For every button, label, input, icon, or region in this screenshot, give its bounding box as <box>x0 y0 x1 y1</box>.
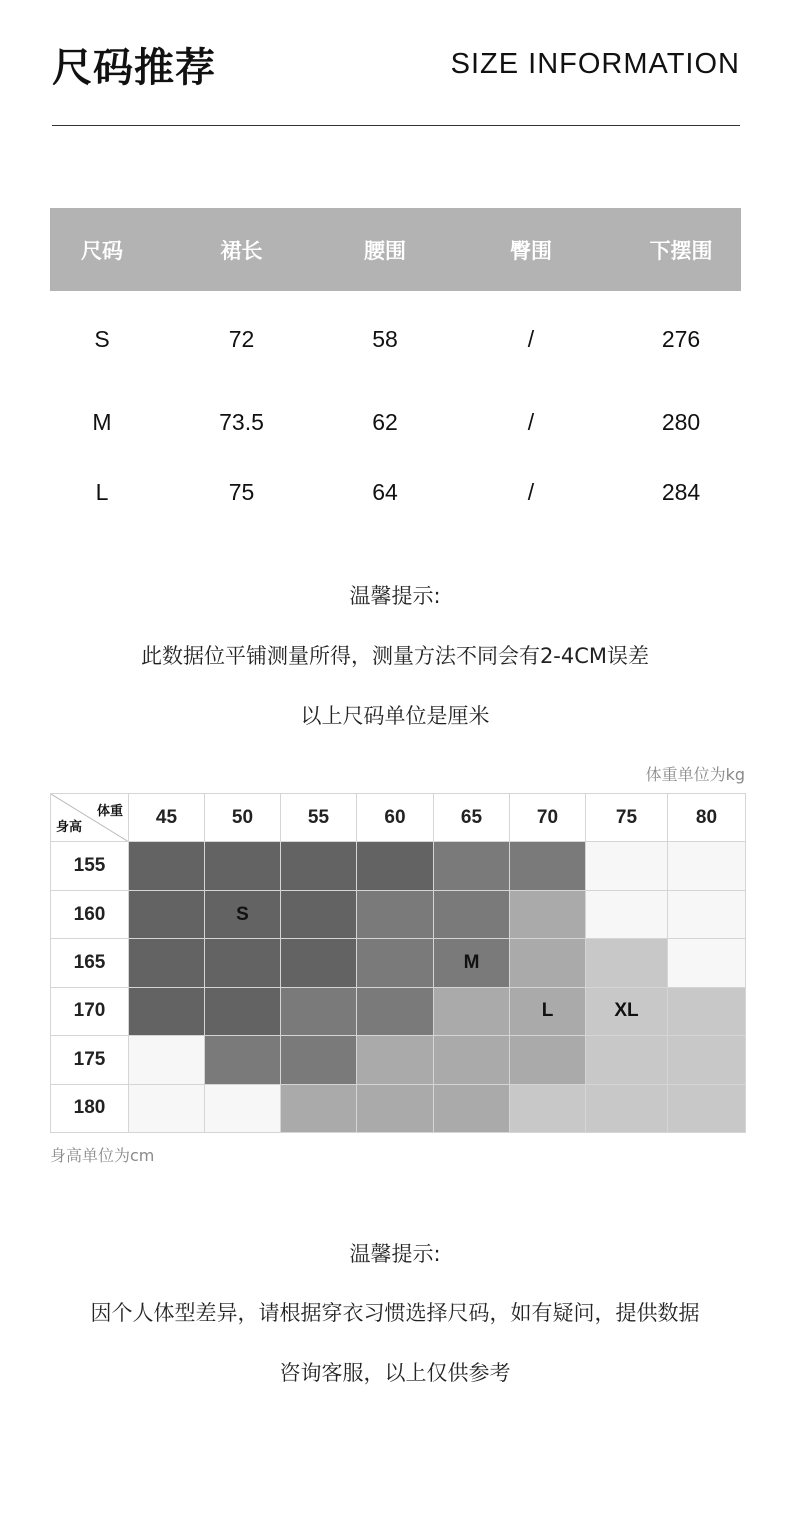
page-title-en: SIZE INFORMATION <box>450 48 740 80</box>
grid-cell <box>434 1084 510 1132</box>
grid-cell <box>510 1084 586 1132</box>
table-cell: 276 <box>661 325 701 352</box>
table-row <box>50 387 741 457</box>
grid-cell <box>357 890 434 938</box>
table-cell: 62 <box>372 408 398 435</box>
grid-cell <box>668 842 746 890</box>
grid-cell <box>205 987 281 1035</box>
grid-cell <box>205 842 281 890</box>
column-header: 臀围 <box>441 208 621 291</box>
grid-header-row <box>51 794 746 842</box>
grid-cell <box>510 842 586 890</box>
grid-cell <box>510 939 586 987</box>
grid-cell <box>357 1084 434 1132</box>
corner-height-label: 身高 <box>56 819 83 835</box>
grid-cell <box>434 1036 510 1084</box>
grid-cell <box>205 1084 281 1132</box>
grid-cell <box>357 987 434 1035</box>
table-cell: / <box>527 408 535 435</box>
grid-cell <box>668 1036 746 1084</box>
grid-row <box>51 1036 746 1084</box>
grid-cell <box>434 987 510 1035</box>
grid-cell <box>586 842 668 890</box>
grid-cell <box>281 842 357 890</box>
grid-cell <box>586 1084 668 1132</box>
table-cell: / <box>527 478 535 505</box>
grid-cell <box>129 987 205 1035</box>
table-cell: 58 <box>372 325 398 352</box>
size-chart-grid <box>50 793 746 1133</box>
weight-header-cell: 65 <box>434 794 510 842</box>
table-cell: 75 <box>228 478 255 505</box>
table-row <box>50 457 741 527</box>
weight-header-cell: 55 <box>281 794 357 842</box>
grid-cell <box>129 842 205 890</box>
weight-header-cell: 50 <box>205 794 281 842</box>
grid-cell <box>205 939 281 987</box>
grid-cell <box>129 939 205 987</box>
corner-weight-label: 体重 <box>96 803 123 818</box>
grid-cell <box>668 890 746 938</box>
weight-header-cell: 75 <box>586 794 668 842</box>
column-header: 裙长 <box>154 208 329 291</box>
note-heading: 温馨提示: <box>349 1242 441 1266</box>
size-table-header <box>50 208 741 291</box>
grid-cell <box>510 890 586 938</box>
grid-cell <box>357 939 434 987</box>
grid-cell <box>129 1036 205 1084</box>
grid-corner <box>51 794 129 842</box>
grid-row <box>51 890 746 938</box>
grid-row <box>51 987 746 1035</box>
column-header: 尺码 <box>50 208 154 291</box>
table-cell: / <box>527 325 535 352</box>
table-cell: 72 <box>228 325 255 352</box>
table-cell: M <box>92 408 112 435</box>
table-row <box>50 291 741 387</box>
table-cell: 64 <box>372 478 398 505</box>
height-unit-label: 身高单位为cm <box>50 1146 155 1165</box>
height-header-cell: 155 <box>51 842 129 890</box>
height-header-cell: 170 <box>51 987 129 1035</box>
grid-cell <box>281 987 357 1035</box>
table-cell: 280 <box>661 408 701 435</box>
grid-cell <box>668 1084 746 1132</box>
note-heading: 温馨提示: <box>349 584 441 608</box>
grid-row <box>51 939 746 987</box>
note-text: 此数据位平铺测量所得，测量方法不同会有2-4CM误差 <box>140 644 650 668</box>
grid-cell <box>205 1036 281 1084</box>
grid-cell <box>281 1036 357 1084</box>
weight-header-cell: 80 <box>668 794 746 842</box>
note-text: 因个人体型差异，请根据穿衣习惯选择尺码，如有疑问，提供数据 <box>90 1301 700 1325</box>
grid-cell <box>586 890 668 938</box>
grid-cell <box>129 1084 205 1132</box>
grid-cell <box>357 842 434 890</box>
grid-row <box>51 1084 746 1132</box>
table-cell: S <box>94 325 110 352</box>
height-header-cell: 160 <box>51 890 129 938</box>
grid-cell: L <box>510 987 586 1035</box>
height-header-cell: 175 <box>51 1036 129 1084</box>
page-title-cn: 尺码推荐 <box>52 45 216 91</box>
grid-cell <box>668 939 746 987</box>
grid-cell <box>281 939 357 987</box>
grid-cell <box>281 890 357 938</box>
grid-cell: XL <box>586 987 668 1035</box>
height-header-cell: 180 <box>51 1084 129 1132</box>
table-cell: 284 <box>661 478 701 505</box>
note-text: 咨询客服，以上仅供参考 <box>279 1361 511 1385</box>
column-header: 下摆围 <box>621 208 741 291</box>
grid-cell <box>586 1036 668 1084</box>
grid-cell <box>434 842 510 890</box>
height-header-cell: 165 <box>51 939 129 987</box>
weight-header-cell: 45 <box>129 794 205 842</box>
column-header: 腰围 <box>329 208 441 291</box>
grid-row <box>51 842 746 890</box>
grid-cell <box>357 1036 434 1084</box>
weight-header-cell: 70 <box>510 794 586 842</box>
grid-cell: S <box>205 890 281 938</box>
grid-cell: M <box>434 939 510 987</box>
table-cell: L <box>95 478 109 505</box>
weight-unit-label: 体重单位为kg <box>645 765 745 784</box>
table-cell: 73.5 <box>219 408 264 435</box>
grid-cell <box>129 890 205 938</box>
grid-cell <box>510 1036 586 1084</box>
weight-header-cell: 60 <box>357 794 434 842</box>
grid-cell <box>434 890 510 938</box>
grid-cell <box>281 1084 357 1132</box>
header-divider <box>52 125 740 126</box>
note-text: 以上尺码单位是厘米 <box>300 704 490 728</box>
size-table <box>50 208 741 527</box>
grid-cell <box>668 987 746 1035</box>
grid-cell <box>586 939 668 987</box>
